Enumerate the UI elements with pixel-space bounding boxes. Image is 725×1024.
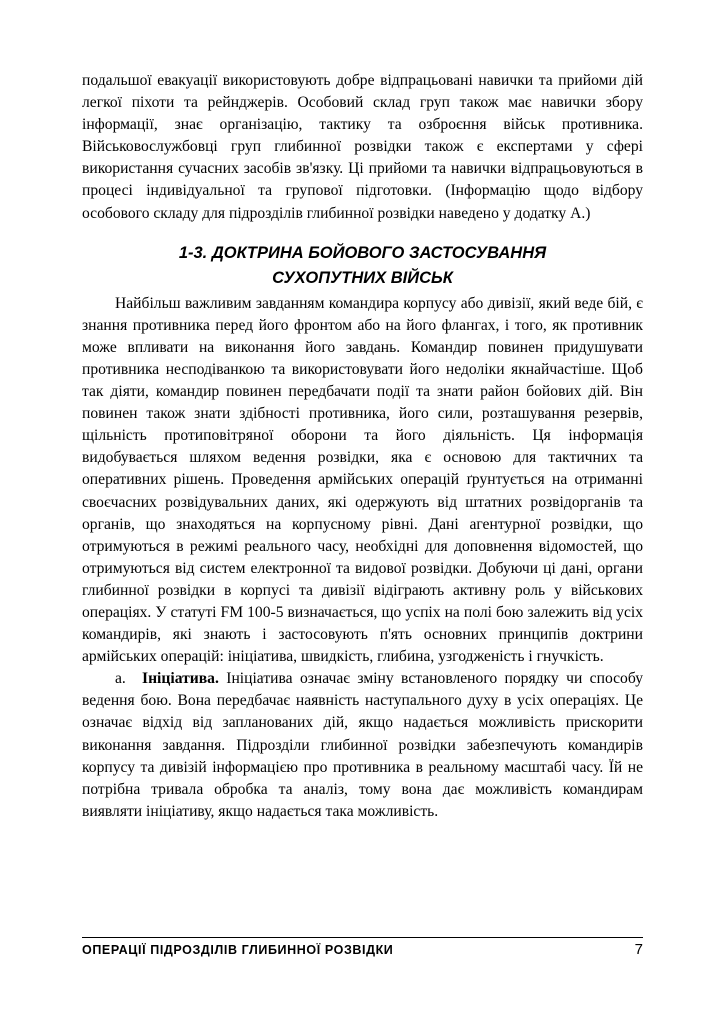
section-heading-line2: СУХОПУТНИХ ВІЙСЬК: [272, 268, 453, 287]
section-heading-line1: 1-3. ДОКТРИНА БОЙОВОГО ЗАСТОСУВАННЯ: [178, 243, 547, 262]
item-text: Ініціатива означає зміну встановленого порядку чи способу ведення бою. Вона передбачає наявність наступального духу в усіх операціях. Це означає відхід від запланованих дій, якщо надається можливість прискорити виконання завдання. Підрозділи глибинної розвідки забезпечують командирів корпусу та дивізій інформацією про противника в реальному масштабі часу. Їй не потрібна тривала обробка та аналіз, тому вона дає можливість командирам виявляти ініціативу, якщо надається така можливість.: [82, 670, 643, 820]
doctrine-paragraph: Найбільш важливим завданням командира корпусу або дивізії, який веде бій, є знання противника перед його фронтом або на його флангах, і того, як противник може впливати на виконання його завдань. Командир повинен придушувати противника несподіванкою та використовувати його недоліки якнайчастіше. Щоб так діяти, командир повинен передбачати події та знати район бойових дій. Він повинен також знати здібності противника, його сили, розташування резервів, щільність протиповітряної оборони та його діяльність. Ця інформація видобувається шляхом ведення розвідки, яка є основою для тактичних та оперативних рішень. Проведення армійських операцій ґрунтується на отриманні своєчасних розвідувальних даних, які одержують від штатних розвідорганів та органів, що знаходяться на корпусному рівні. Дані агентурної розвідки, що отримуються в режимі реального часу, необхідні для доповнення відомостей, що отримуються від систем електронної та видової розвідки. Добуючи ці дані, органи глибинної розвідки в корпусі та дивізії відіграють активну роль у військових операціях. У статуті FM 100-5 визначається, що успіх на полі бою залежить від усіх командирів, які знають і застосовують п'ять основних принципів доктрини армійських операцій: ініціатива, швидкість, глибина, узгодженість і гнучкість.: [82, 294, 643, 666]
initiative-paragraph: [82, 668, 643, 823]
footer-title: ОПЕРАЦІЇ ПІДРОЗДІЛІВ ГЛИБИННОЇ РОЗВІДКИ: [82, 943, 394, 957]
section-heading: [82, 241, 643, 291]
page-footer: [82, 937, 643, 958]
page-number: 7: [634, 941, 643, 958]
item-letter: a.: [115, 670, 126, 688]
item-title: Ініціатива.: [142, 670, 219, 688]
intro-paragraph: подальшої евакуації використовують добре відпрацьовані навички та прийоми дій легкої піхоти та рейнджерів. Особовий склад груп також має навички збору інформації, знає організацію, тактику та озброєння військ противника. Військовослужбовці груп глибинної розвідки також є експертами у сфері використання сучасних засобів зв'язку. Ці прийоми та навички відпрацьовуються в процесі індивідуальної та групової підготовки. (Інформацію щодо відбору особового складу для підрозділів глибинної розвідки наведено у додатку А.): [82, 72, 643, 222]
document-page: [82, 70, 643, 823]
